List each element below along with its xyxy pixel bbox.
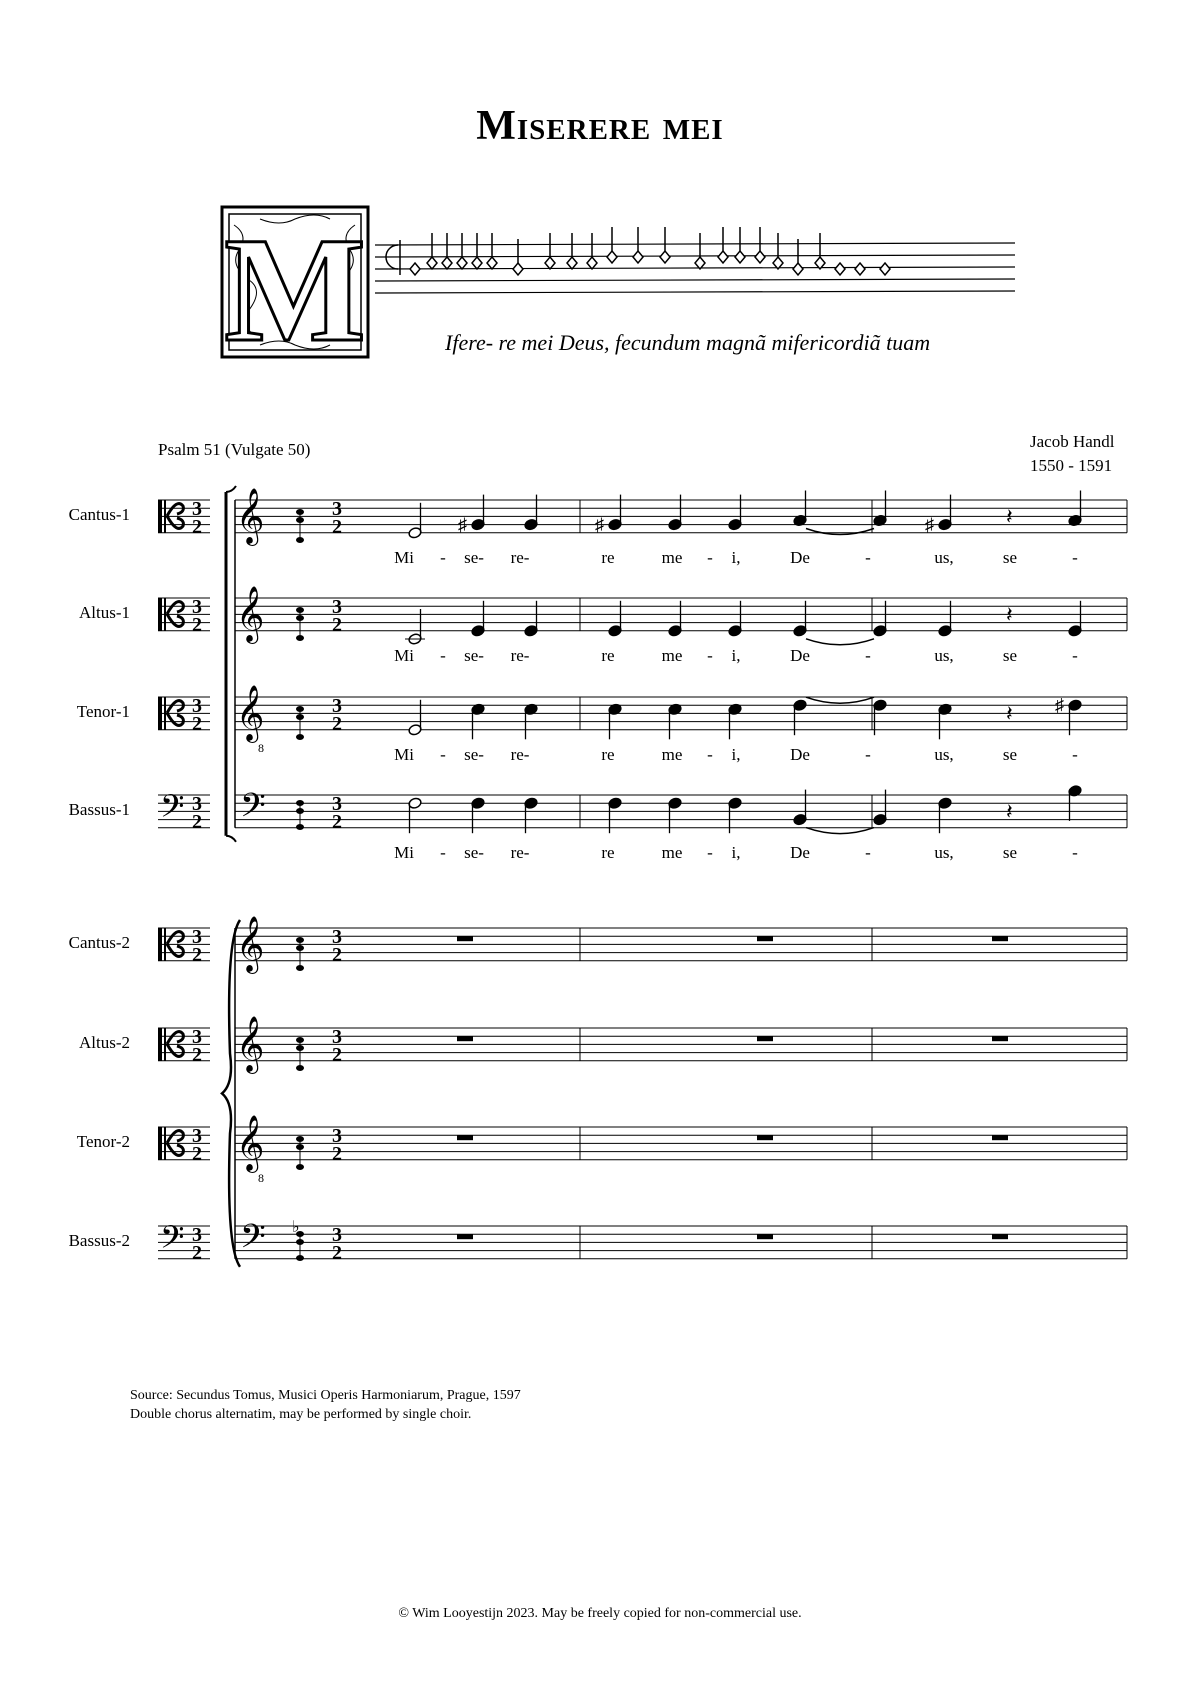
quarter-rest: 𝄽 — [1006, 799, 1013, 824]
time-signature: 3 — [192, 1224, 202, 1246]
whole-rest — [757, 1234, 773, 1239]
whole-rest — [757, 1036, 773, 1041]
time-signature: 2 — [192, 811, 202, 833]
part-label-tenor-2: Tenor-2 — [76, 1132, 130, 1151]
time-signature: 2 — [192, 1242, 202, 1264]
lyric-syllable: re- — [510, 646, 530, 665]
source-note: Source: Secundus Tomus, Musici Operis Harmoniarum, Prague, 1597 — [130, 1388, 521, 1403]
c-clef — [164, 1127, 166, 1160]
lyric-syllable: re — [601, 646, 615, 665]
lyric-syllable: - — [865, 745, 871, 764]
lyric-syllable: - — [440, 646, 446, 665]
choir-brace — [222, 920, 240, 1267]
lyric-syllable: - — [1072, 646, 1078, 665]
quarter-rest: 𝄽 — [1006, 602, 1013, 627]
time-signature: 2 — [192, 614, 202, 636]
time-signature: 2 — [192, 516, 202, 538]
lyric-syllable: - — [1072, 548, 1078, 567]
lyric-syllable: i, — [731, 745, 741, 764]
part-label-altus-2: Altus-2 — [79, 1033, 130, 1052]
performance-note: Double chorus alternatim, may be performed by single choir. — [130, 1407, 472, 1422]
whole-rest — [457, 936, 473, 941]
time-signature: 3 — [332, 695, 342, 717]
lyric-syllable: De — [790, 745, 810, 764]
lyric-syllable: - — [440, 843, 446, 862]
lyric-syllable: re — [601, 745, 615, 764]
part-label-cantus-1: Cantus-1 — [68, 505, 130, 524]
time-signature: 2 — [192, 944, 202, 966]
time-signature: 2 — [332, 1044, 342, 1066]
whole-rest — [457, 1036, 473, 1041]
lyric-syllable: - — [440, 745, 446, 764]
lyric-syllable: - — [1072, 745, 1078, 764]
tie — [806, 529, 874, 535]
page-title: Miserere mei — [476, 103, 724, 149]
time-signature: 3 — [192, 498, 202, 520]
time-signature: 3 — [332, 793, 342, 815]
sharp-accidental: ♯ — [925, 514, 934, 535]
lyric-syllable: Mi — [394, 843, 414, 862]
lyric-syllable: se- — [464, 843, 484, 862]
whole-rest — [457, 1135, 473, 1140]
tie — [806, 828, 874, 834]
tie — [806, 697, 874, 703]
lyric-syllable: i, — [731, 843, 741, 862]
quarter-rest: 𝄽 — [1006, 701, 1013, 726]
composer-name: Jacob Handl — [1030, 432, 1115, 451]
f-clef: 𝄢 — [160, 790, 185, 832]
time-signature: 3 — [332, 1224, 342, 1246]
lyric-syllable: Mi — [394, 646, 414, 665]
part-label-tenor-1: Tenor-1 — [76, 702, 130, 721]
lyric-syllable: Mi — [394, 548, 414, 567]
lyric-syllable: se- — [464, 646, 484, 665]
lyric-syllable: re- — [510, 843, 530, 862]
time-signature: 2 — [192, 1044, 202, 1066]
lyric-syllable: i, — [731, 646, 741, 665]
lyric-syllable: - — [865, 843, 871, 862]
time-signature: 3 — [192, 793, 202, 815]
c-clef — [158, 500, 162, 533]
time-signature: 2 — [332, 516, 342, 538]
f-clef: 𝄢 — [160, 1221, 185, 1263]
time-signature: 3 — [332, 596, 342, 618]
time-signature: 3 — [332, 1125, 342, 1147]
time-signature: 2 — [192, 1143, 202, 1165]
whole-rest — [757, 1135, 773, 1140]
part-label-altus-1: Altus-1 — [79, 603, 130, 622]
treble-clef: 𝄞 — [236, 918, 265, 971]
lyric-syllable: De — [790, 843, 810, 862]
sharp-accidental: ♯ — [595, 514, 604, 535]
lyric-syllable: se- — [464, 745, 484, 764]
lyric-syllable: Mi — [394, 745, 414, 764]
part-label-cantus-2: Cantus-2 — [68, 933, 130, 952]
lyric-syllable: se — [1002, 548, 1018, 567]
treble-clef: 𝄞 — [236, 490, 265, 543]
lyric-syllable: se — [1002, 646, 1018, 665]
lyric-syllable: re- — [510, 548, 530, 567]
lyric-syllable: re — [601, 548, 615, 567]
lyric-syllable: me — [661, 843, 683, 862]
c-clef — [158, 697, 162, 730]
c-clef — [158, 598, 162, 631]
c-clef — [158, 928, 162, 961]
time-signature: 2 — [332, 944, 342, 966]
lyric-syllable: - — [707, 646, 713, 665]
c-clef — [158, 1028, 162, 1061]
lyric-syllable: se- — [464, 548, 484, 567]
lyric-syllable: se — [1002, 745, 1018, 764]
whole-rest — [992, 1234, 1008, 1239]
lyric-syllable: - — [865, 646, 871, 665]
lyric-syllable: us, — [934, 843, 954, 862]
lyric-syllable: - — [707, 548, 713, 567]
treble-clef: 𝄞 — [236, 588, 265, 641]
c-clef — [164, 500, 166, 533]
lyric-syllable: - — [440, 548, 446, 567]
treble-clef: 𝄞 — [236, 1018, 265, 1071]
time-signature: 3 — [332, 926, 342, 948]
incipit-text: Ifere- re mei Deus, fecundum magnã mifericordiã tuam — [445, 330, 931, 355]
time-signature: 2 — [332, 1143, 342, 1165]
sharp-accidental: ♯ — [458, 514, 467, 535]
lyric-syllable: se — [1002, 843, 1018, 862]
whole-rest — [992, 1036, 1008, 1041]
time-signature: 3 — [192, 596, 202, 618]
composer-dates: 1550 - 1591 — [1030, 456, 1113, 475]
lyric-syllable: De — [790, 646, 810, 665]
bass-clef: 𝄢 — [240, 1218, 266, 1263]
flat-accidental: ♭ — [292, 1219, 300, 1236]
c-clef — [158, 1127, 162, 1160]
time-signature: 3 — [332, 1026, 342, 1048]
time-signature: 2 — [332, 1242, 342, 1264]
incipit-initial: M — [224, 207, 366, 365]
psalm-reference: Psalm 51 (Vulgate 50) — [158, 440, 311, 459]
lyric-syllable: - — [707, 843, 713, 862]
lyric-syllable: us, — [934, 548, 954, 567]
whole-rest — [992, 1135, 1008, 1140]
lyric-syllable: me — [661, 646, 683, 665]
c-clef — [164, 598, 166, 631]
sharp-accidental: ♯ — [1055, 695, 1064, 716]
time-signature: 3 — [192, 1125, 202, 1147]
lyric-syllable: - — [707, 745, 713, 764]
lyric-syllable: - — [1072, 843, 1078, 862]
quarter-rest: 𝄽 — [1006, 504, 1013, 529]
time-signature: 2 — [332, 713, 342, 735]
copyright-footer: © Wim Looyestijn 2023. May be freely copied for non-commercial use. — [398, 1606, 802, 1621]
c-clef — [164, 697, 166, 730]
lyric-syllable: - — [865, 548, 871, 567]
lyric-syllable: me — [661, 548, 683, 567]
octave-mark: 8 — [258, 1171, 264, 1185]
tie — [806, 639, 874, 645]
c-clef — [164, 1028, 166, 1061]
time-signature: 2 — [332, 614, 342, 636]
time-signature: 2 — [192, 713, 202, 735]
bass-clef: 𝄢 — [240, 787, 266, 832]
treble-clef: 𝄞 — [236, 1117, 265, 1170]
time-signature: 2 — [332, 811, 342, 833]
whole-rest — [757, 936, 773, 941]
part-label-bassus-2: Bassus-2 — [68, 1231, 130, 1250]
octave-mark: 8 — [258, 741, 264, 755]
lyric-syllable: De — [790, 548, 810, 567]
treble-clef: 𝄞 — [236, 687, 265, 740]
time-signature: 3 — [332, 498, 342, 520]
c-clef — [164, 928, 166, 961]
lyric-syllable: re- — [510, 745, 530, 764]
time-signature: 3 — [192, 695, 202, 717]
lyric-syllable: i, — [731, 548, 741, 567]
time-signature: 3 — [192, 1026, 202, 1048]
time-signature: 3 — [192, 926, 202, 948]
whole-rest — [457, 1234, 473, 1239]
part-label-bassus-1: Bassus-1 — [68, 800, 130, 819]
lyric-syllable: me — [661, 745, 683, 764]
lyric-syllable: re — [601, 843, 615, 862]
whole-rest — [992, 936, 1008, 941]
lyric-syllable: us, — [934, 745, 954, 764]
lyric-syllable: us, — [934, 646, 954, 665]
